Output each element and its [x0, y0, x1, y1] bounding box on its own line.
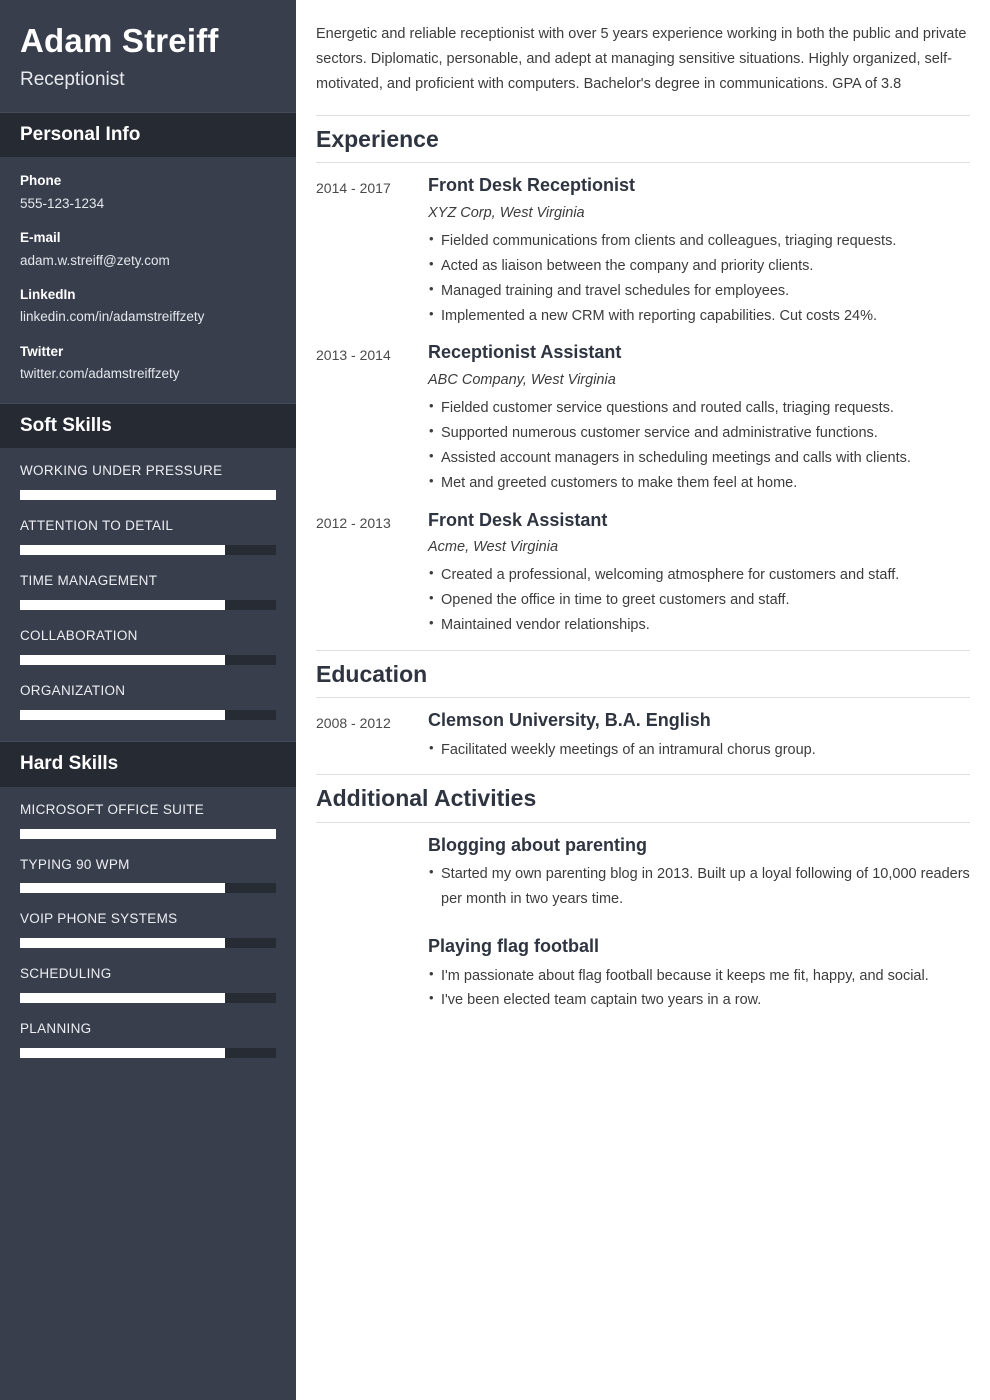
activity-title: Blogging about parenting	[428, 835, 647, 856]
entry-bullet: • I've been elected team captain two years in a row.	[428, 988, 970, 1013]
skill-level-track	[20, 710, 276, 720]
skill-label: TIME MANAGEMENT	[20, 573, 158, 589]
contact-item-phone	[20, 171, 276, 213]
candidate-name: Adam Streiff	[20, 22, 219, 59]
entry-bullet-list	[428, 862, 970, 912]
entry-bullet-list	[428, 563, 970, 638]
hard-skills-list	[0, 787, 296, 1093]
entry-job-title: Front Desk Receptionist	[428, 175, 636, 196]
additional-activities-heading: Additional Activities	[316, 774, 970, 823]
entry-date-range: 2013 - 2014	[316, 347, 391, 364]
activity-entry	[316, 833, 970, 922]
skill-item	[20, 627, 276, 665]
entry-bullet: • Supported numerous customer service and administrative functions.	[428, 421, 970, 446]
sidebar	[0, 0, 296, 1400]
skill-label: SCHEDULING	[20, 966, 112, 982]
soft-skills-list	[0, 448, 296, 740]
skill-level-fill	[20, 655, 225, 665]
soft-skills-heading: Soft Skills	[20, 414, 112, 436]
skill-level-track	[20, 655, 276, 665]
entry-company: XYZ Corp, West Virginia	[428, 204, 585, 221]
sidebar-section-header-personal-info	[0, 112, 296, 158]
entry-bullet: • Implemented a new CRM with reporting capabilities. Cut costs 24%.	[428, 304, 970, 329]
skill-item	[20, 572, 276, 610]
skill-level-fill	[20, 938, 225, 948]
entry-bullet-list	[428, 964, 970, 1014]
skill-label: PLANNING	[20, 1021, 92, 1037]
activity-entry	[316, 934, 970, 1023]
entry-body	[428, 508, 970, 638]
entry-date-range: 2012 - 2013	[316, 514, 391, 531]
contact-item-linkedin	[20, 285, 276, 327]
professional-summary: Energetic and reliable receptionist with over 5 years experience working in both the public and private sectors. Diplomatic, personable, and adept at managing sensitive situations. Highly organized, self-motivated, and proficient with computers. Bachelor's degree in communications. GPA of 3.8	[316, 26, 967, 92]
main-content	[296, 0, 990, 1400]
entry-body	[428, 833, 970, 912]
contact-item-twitter	[20, 342, 276, 384]
experience-heading: Experience	[316, 115, 970, 164]
sidebar-section-header-soft-skills	[0, 403, 296, 449]
entry-job-title: Receptionist Assistant	[428, 342, 622, 363]
name-block	[0, 0, 296, 112]
entry-bullet: • Maintained vendor relationships.	[428, 613, 970, 638]
entry-bullet-list	[428, 738, 970, 763]
skill-item	[20, 462, 276, 500]
entry-bullet: • I'm passionate about flag football because it keeps me fit, happy, and social.	[428, 964, 970, 989]
entry-bullet: • Created a professional, welcoming atmosphere for customers and staff.	[428, 563, 970, 588]
skill-level-track	[20, 993, 276, 1003]
skill-item	[20, 517, 276, 555]
entry-body	[428, 173, 970, 328]
skill-level-track	[20, 490, 276, 500]
entry-bullet: • Acted as liaison between the company and priority clients.	[428, 254, 970, 279]
contact-label: LinkedIn	[20, 287, 76, 303]
hard-skills-heading: Hard Skills	[20, 752, 119, 774]
skill-label: COLLABORATION	[20, 628, 138, 644]
contact-value: 555-123-1234	[20, 195, 105, 211]
contact-value[interactable]: twitter.com/adamstreiffzety	[20, 366, 180, 382]
entry-body	[428, 934, 970, 1013]
contact-label: Phone	[20, 173, 62, 189]
skill-level-fill	[20, 829, 276, 839]
activity-title: Playing flag football	[428, 936, 600, 957]
skill-item	[20, 1020, 276, 1058]
education-entry	[316, 708, 970, 762]
additional-activities-entries	[316, 823, 970, 1023]
skill-level-fill	[20, 710, 225, 720]
entry-job-title: Front Desk Assistant	[428, 509, 608, 530]
skill-level-fill	[20, 490, 276, 500]
personal-info-heading: Personal Info	[20, 123, 141, 145]
sidebar-section-header-hard-skills	[0, 741, 296, 787]
contact-label: E-mail	[20, 230, 61, 246]
skill-label: MICROSOFT OFFICE SUITE	[20, 801, 205, 817]
section-education	[316, 650, 970, 763]
entry-bullet: • Facilitated weekly meetings of an intramural chorus group.	[428, 738, 970, 763]
skill-level-track	[20, 938, 276, 948]
skill-level-track	[20, 600, 276, 610]
sidebar-bottom-spacer	[20, 1075, 276, 1089]
entry-bullet-list	[428, 396, 970, 496]
contact-item-email	[20, 228, 276, 270]
skill-item	[20, 965, 276, 1003]
entry-date-range-empty	[316, 833, 428, 836]
contact-value[interactable]: adam.w.streiff@zety.com	[20, 252, 170, 268]
personal-info-list	[0, 157, 296, 402]
education-entries	[316, 698, 970, 762]
entry-bullet: • Managed training and travel schedules for employees.	[428, 279, 970, 304]
skill-item	[20, 801, 276, 839]
entry-bullet: • Fielded customer service questions and routed calls, triaging requests.	[428, 396, 970, 421]
entry-bullet-list	[428, 229, 970, 329]
entry-bullet: • Started my own parenting blog in 2013. Built up a loyal following of 10,000 readers per month in two years time.	[428, 862, 970, 912]
education-heading: Education	[316, 650, 970, 699]
skill-level-track	[20, 883, 276, 893]
skill-label: TYPING 90 WPM	[20, 856, 130, 872]
skill-level-track	[20, 545, 276, 555]
skill-level-fill	[20, 883, 225, 893]
entry-date-range-empty	[316, 934, 428, 937]
entry-bullet: • Met and greeted customers to make them feel at home.	[428, 471, 970, 496]
entry-date-range: 2014 - 2017	[316, 180, 391, 197]
experience-entry	[316, 173, 970, 328]
entry-bullet: • Assisted account managers in scheduling meetings and calls with clients.	[428, 446, 970, 471]
skill-label: WORKING UNDER PRESSURE	[20, 463, 223, 479]
entry-bullet: • Fielded communications from clients and colleagues, triaging requests.	[428, 229, 970, 254]
skill-label: ATTENTION TO DETAIL	[20, 518, 174, 534]
entry-school: Clemson University, B.A. English	[428, 710, 711, 731]
skill-level-fill	[20, 545, 225, 555]
skill-item	[20, 910, 276, 948]
entry-body	[428, 340, 970, 495]
skill-item	[20, 856, 276, 894]
entry-body	[428, 708, 970, 762]
skill-level-track	[20, 829, 276, 839]
skill-item	[20, 682, 276, 720]
candidate-job-title: Receptionist	[20, 68, 125, 90]
section-additional-activities	[316, 774, 970, 1023]
entry-company: ABC Company, West Virginia	[428, 371, 616, 388]
skill-label: ORGANIZATION	[20, 683, 126, 699]
skill-label: VOIP PHONE SYSTEMS	[20, 911, 178, 927]
experience-entry	[316, 340, 970, 495]
skill-level-track	[20, 1048, 276, 1058]
experience-entry	[316, 508, 970, 638]
entry-company: Acme, West Virginia	[428, 538, 559, 555]
section-experience	[316, 115, 970, 638]
contact-label: Twitter	[20, 343, 64, 359]
skill-level-fill	[20, 993, 225, 1003]
contact-value[interactable]: linkedin.com/in/adamstreiffzety	[20, 309, 205, 325]
entry-date-range: 2008 - 2012	[316, 715, 391, 732]
skill-level-fill	[20, 1048, 225, 1058]
entry-bullet: • Opened the office in time to greet customers and staff.	[428, 588, 970, 613]
experience-entries	[316, 163, 970, 637]
skill-level-fill	[20, 600, 225, 610]
